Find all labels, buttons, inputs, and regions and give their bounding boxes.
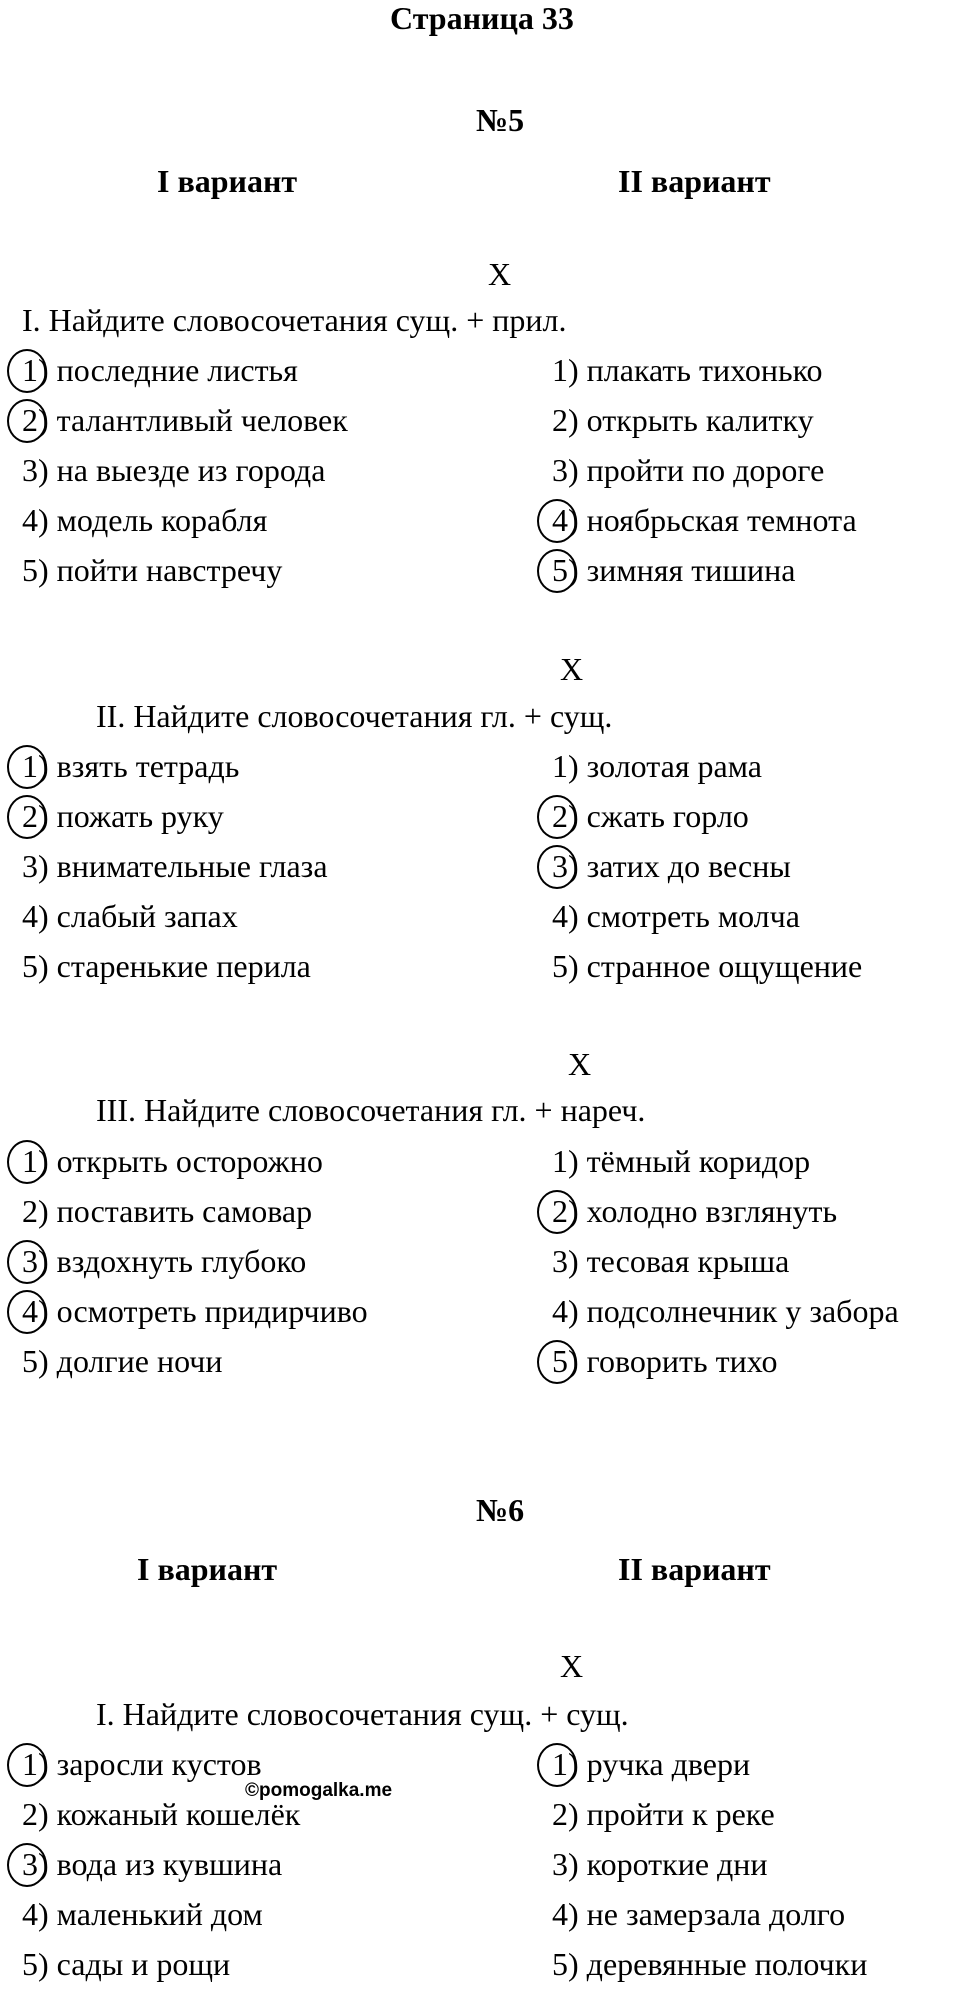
- answer-circle-mark: [537, 499, 577, 543]
- answer-option-left: 1) взять тетрадь: [22, 748, 240, 784]
- answer-circle-mark: [537, 1743, 577, 1787]
- exercise-6-variant-2-label: II вариант: [618, 1551, 771, 1587]
- answer-option-left: 5) долгие ночи: [22, 1343, 223, 1379]
- watermark: ©pomogalka.me: [245, 1780, 393, 1801]
- task-marker: Х: [568, 1046, 592, 1082]
- answer-option-left: 1) открыть осторожно: [22, 1143, 323, 1179]
- answer-option-left: 2) талантливый человек: [22, 402, 348, 438]
- answer-option-left: 1) последние листья: [22, 352, 298, 388]
- answer-option-left: 5) пойти навстречу: [22, 552, 283, 588]
- answer-option-left: 1) заросли кустов: [22, 1746, 262, 1782]
- page-title: Страница 33: [390, 0, 574, 36]
- answer-option-right: 4) ноябрьская темнота: [552, 502, 857, 538]
- answer-circle-mark: [537, 845, 577, 889]
- answer-option-right: 4) подсолнечник у забора: [552, 1293, 899, 1329]
- answer-option-left: 5) сады и рощи: [22, 1946, 231, 1982]
- answer-circle-mark: [7, 745, 47, 789]
- answer-circle-mark: [7, 1240, 47, 1284]
- answer-option-left: 2) пожать руку: [22, 798, 224, 834]
- answer-circle-mark: [7, 1843, 47, 1887]
- answer-option-right: 2) открыть калитку: [552, 402, 814, 438]
- answer-option-left: 2) поставить самовар: [22, 1193, 313, 1229]
- answer-option-right: 1) ручка двери: [552, 1746, 751, 1782]
- answer-option-left: 3) на выезде из города: [22, 452, 326, 488]
- task-marker: Х: [488, 256, 512, 292]
- answer-circle-mark: [537, 1190, 577, 1234]
- answer-circle-mark: [7, 1140, 47, 1184]
- answer-option-left: 3) вода из кувшина: [22, 1846, 283, 1882]
- answer-option-left: 3) внимательные глаза: [22, 848, 328, 884]
- exercise-5-variant-1-label: I вариант: [157, 163, 298, 199]
- answer-option-right: 5) говорить тихо: [552, 1343, 778, 1379]
- exercise-5-number: №5: [476, 102, 525, 138]
- answer-circle-mark: [537, 1340, 577, 1384]
- answer-option-right: 2) холодно взглянуть: [552, 1193, 838, 1229]
- answer-option-right: 5) зимняя тишина: [552, 552, 796, 588]
- task-title: I. Найдите словосочетания сущ. + сущ.: [96, 1696, 629, 1732]
- answer-option-left: 3) вздохнуть глубоко: [22, 1243, 307, 1279]
- answer-option-right: 3) пройти по дороге: [552, 452, 825, 488]
- answer-option-right: 5) странное ощущение: [552, 948, 863, 984]
- task-marker: Х: [560, 1648, 584, 1684]
- task-marker: Х: [560, 651, 584, 687]
- answer-option-right: 2) сжать горло: [552, 798, 749, 834]
- task-title: III. Найдите словосочетания гл. + нареч.: [96, 1092, 646, 1128]
- exercise-6-variant-1-label: I вариант: [137, 1551, 278, 1587]
- answer-option-right: 1) тёмный коридор: [552, 1143, 811, 1179]
- answer-option-right: 2) пройти к реке: [552, 1796, 775, 1832]
- answer-circle-mark: [7, 1290, 47, 1334]
- answer-option-right: 1) плакать тихонько: [552, 352, 823, 388]
- answer-option-right: 3) тесовая крыша: [552, 1243, 790, 1279]
- answer-option-left: 5) старенькие перила: [22, 948, 311, 984]
- answer-circle-mark: [7, 795, 47, 839]
- answer-circle-mark: [7, 1743, 47, 1787]
- answer-option-left: 4) маленький дом: [22, 1896, 263, 1932]
- answer-option-left: 4) слабый запах: [22, 898, 238, 934]
- answer-option-left: 2) кожаный кошелёк: [22, 1796, 301, 1832]
- answer-option-left: 4) осмотреть придирчиво: [22, 1293, 368, 1329]
- exercise-6-number: №6: [476, 1492, 525, 1528]
- answer-circle-mark: [537, 549, 577, 593]
- answer-option-right: 4) не замерзала долго: [552, 1896, 846, 1932]
- answer-option-left: 4) модель корабля: [22, 502, 268, 538]
- answer-circle-mark: [7, 399, 47, 443]
- task-title: I. Найдите словосочетания сущ. + прил.: [22, 302, 567, 338]
- exercise-5-variant-2-label: II вариант: [618, 163, 771, 199]
- answer-option-right: 3) короткие дни: [552, 1846, 768, 1882]
- answer-option-right: 4) смотреть молча: [552, 898, 800, 934]
- answer-option-right: 3) затих до весны: [552, 848, 791, 884]
- answer-circle-mark: [537, 795, 577, 839]
- task-title: II. Найдите словосочетания гл. + сущ.: [96, 698, 613, 734]
- answer-circle-mark: [7, 349, 47, 393]
- answer-option-right: 5) деревянные полочки: [552, 1946, 868, 1982]
- answer-option-right: 1) золотая рама: [552, 748, 762, 784]
